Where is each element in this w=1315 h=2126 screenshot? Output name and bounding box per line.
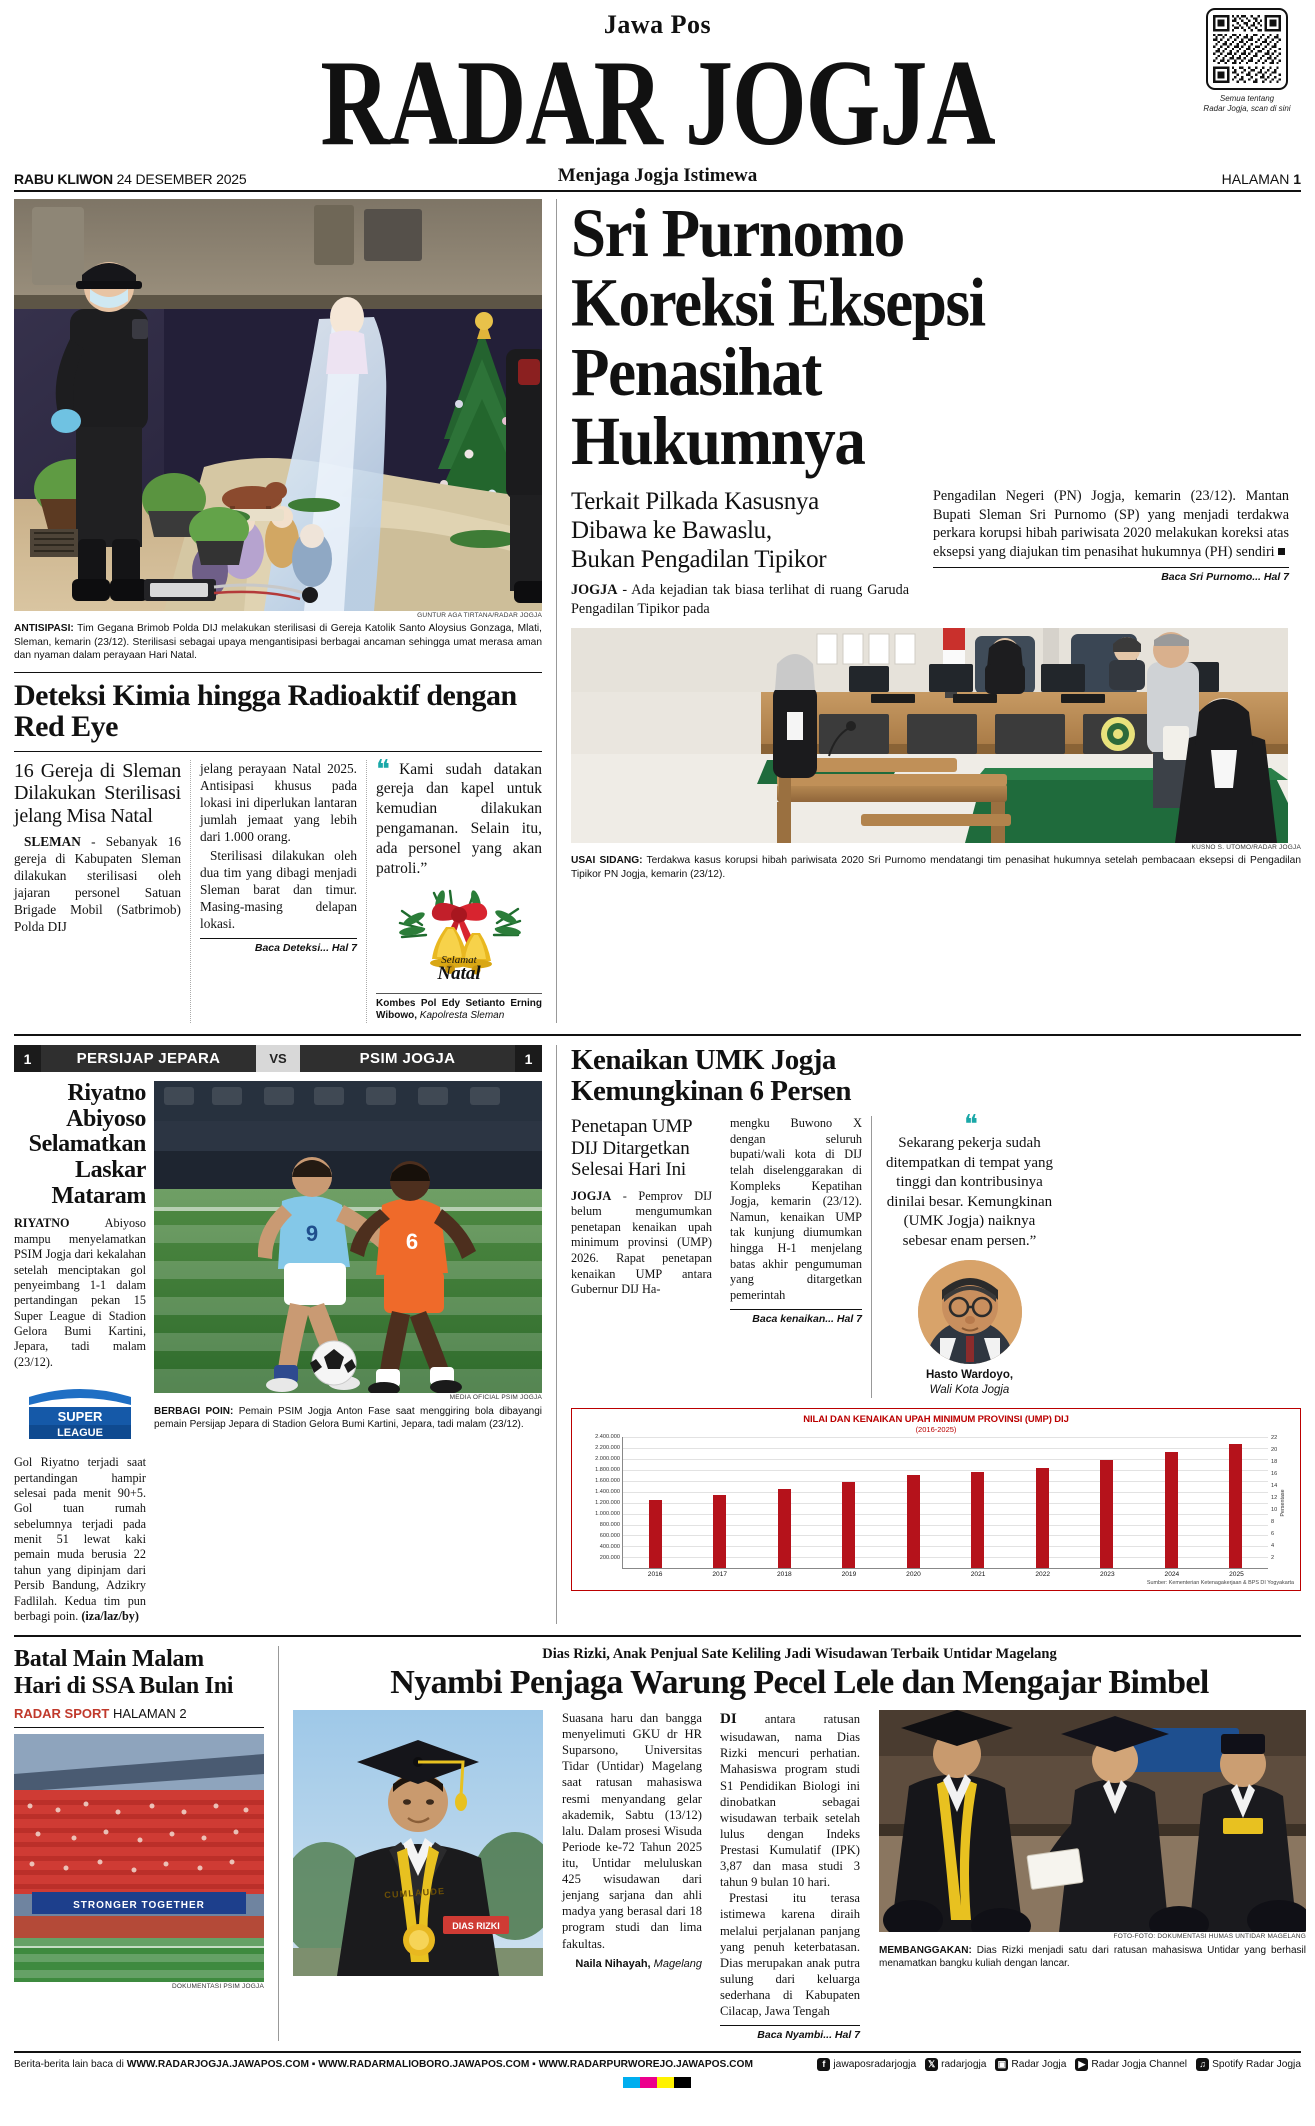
- umk-body-1-text: - Pemprov DIJ belum mengumumkan penetapan kenaikan upah minimum provinsi (UMP) 2026. Rapat penetapan kenaikan UMP antara Gubernur DIJ Ha-: [571, 1188, 712, 1297]
- byline-name: Naila Nihayah,: [575, 1957, 651, 1970]
- bottom-body-1: [562, 1710, 702, 1952]
- main-headline-line-4: Hukumnya: [571, 402, 865, 480]
- dateline: SLEMAN: [24, 834, 81, 850]
- qr-code-block[interactable]: [1199, 8, 1295, 114]
- main-deck-line-3: Bukan Pengadilan Tipikor: [571, 546, 827, 574]
- chart-ytick: 400.000: [599, 1544, 620, 1551]
- footer-social-handle: radarjogja: [941, 2059, 987, 2071]
- sports-lead: RIYATNO: [14, 1216, 70, 1231]
- sports-photo-caption: [154, 1405, 542, 1431]
- quote-mark-icon: ❝: [964, 1110, 975, 1140]
- chart-bar: [713, 1495, 726, 1568]
- sports-body-2: [14, 1455, 146, 1624]
- footer-social-handle: Spotify Radar Jogja: [1212, 2059, 1301, 2071]
- bottom-left-headline-line-1: Batal Main Malam: [14, 1646, 204, 1673]
- middle-section: [14, 1034, 1301, 1624]
- chart-xtick: 2018: [776, 1571, 792, 1579]
- church-subhead: 16 Gereja di Sleman Dilakukan Sterilisasi jelang Misa Natal: [14, 759, 181, 827]
- chart-xtick: 2024: [1164, 1571, 1180, 1579]
- masthead: [14, 0, 1301, 187]
- main-headline[interactable]: [571, 194, 1301, 480]
- section-name: RADAR SPORT: [14, 1706, 110, 1722]
- facebook-icon: f: [817, 2058, 830, 2071]
- court-caption-lead: USAI SIDANG:: [571, 855, 643, 867]
- umk-deck-line-2: DIJ Ditargetkan: [571, 1137, 690, 1159]
- chart-xtick: 2016: [647, 1571, 663, 1579]
- quote-mark-icon: ❝: [376, 754, 387, 784]
- umk-story: [556, 1045, 1301, 1624]
- instagram-icon: ▣: [995, 2058, 1008, 2071]
- date-rest: 24 DESEMBER 2025: [112, 171, 247, 188]
- main-story-col-left: [571, 487, 921, 618]
- church-columns: [14, 754, 543, 1024]
- chart-xtick: 2020: [906, 1571, 921, 1579]
- bottom-body-2-para: [720, 1710, 860, 1890]
- cmyk-cyan: [623, 2077, 640, 2088]
- church-photo: [14, 199, 542, 611]
- footer-social-item[interactable]: [1075, 2058, 1187, 2071]
- chart-y2tick: 18: [1271, 1458, 1278, 1465]
- sports-body-2-text: Gol Riyatno terjadi saat pertandingan hampir selesai pada menit 90+5. Gol tuan rumah sebelumnya terjadi pada menit 51 lewat kaki pemain muda berusia 22 tahun yang dipinjam dari Persib Bandung, Adzikry Fadlilah. Kedua tim pun berbagi poin.: [14, 1455, 146, 1623]
- league-logo-text-1: SUPER: [57, 1409, 103, 1425]
- chart-xtick: 2017: [712, 1571, 728, 1579]
- chart-y-axis-left: [578, 1434, 622, 1569]
- chart-y2tick: 8: [1271, 1518, 1275, 1525]
- church-para-1-text: - Sebanyak 16 gereja di Kabupaten Sleman dilakukan sterilisasi oleh jajaran personel Satuan Brigade Mobil (Satbrimob) Polda DIJ: [14, 834, 181, 935]
- chart-title: NILAI DAN KENAIKAN UPAH MINIMUM PROVINSI (UMP) DIJ: [803, 1414, 1069, 1426]
- footer-social-links: [817, 2058, 1301, 2071]
- umk-quote-attribution: [883, 1368, 1056, 1398]
- sports-layout: [14, 1081, 542, 1624]
- super-league-logo: [14, 1379, 146, 1446]
- xmas-greeting-2: Natal: [436, 962, 481, 981]
- bottom-continued-link[interactable]: Baca Nyambi... Hal 7: [720, 2025, 860, 2041]
- main-body-right-text: Pengadilan Negeri (PN) Jogja, kemarin (23/12). Mantan Bupati Sleman Sri Purnomo (SP) yang menjadi terdakwa perkara korupsi hibah pariwisata 2020 melakukan koreksi atas eksepsi yang diajukan tim penasihat hukumnya (PH) sendiri: [933, 488, 1289, 560]
- church-continued-link[interactable]: Baca Deteksi... Hal 7: [200, 938, 357, 955]
- church-quote-attribution: [376, 993, 542, 1024]
- main-story-col-right: [921, 487, 1289, 618]
- umk-quote-mark-wrap: [883, 1110, 1056, 1140]
- chart-xtick: 2025: [1229, 1571, 1244, 1579]
- sports-photo-credit: MEDIA OFICIAL PSIM JOGJA: [449, 1394, 542, 1402]
- bottom-left-headline[interactable]: [14, 1646, 264, 1699]
- umk-body-2-text: mengku Buwono X dengan seluruh bupati/wali kota di DIJ telah diselenggarakan di Kompleks Kepatihan Jogja, kemarin (23/12). Namun, kenaikan UMP tak kunjung diumumkan hingga H-1 menjelang batas akhir pengumuman yang ditargetkan pemerintah: [730, 1116, 862, 1302]
- sports-credit: (iza/laz/by): [81, 1608, 139, 1623]
- cmyk-magenta: [640, 2077, 657, 2088]
- court-photo: [571, 628, 1301, 843]
- vs-label: VS: [256, 1045, 300, 1072]
- stadium-banner-text: STRONGER TOGETHER: [73, 1900, 205, 1912]
- chart-ytick: 1.400.000: [595, 1489, 620, 1496]
- section-page: HALAMAN 2: [109, 1706, 187, 1722]
- qr-caption-line1: Semua tentang: [1219, 94, 1275, 103]
- bottom-main-story: [278, 1646, 1306, 2041]
- chart-bar: [649, 1500, 662, 1568]
- sports-headline[interactable]: Riyatno Abiyoso Selamatkan Laskar Mataram: [28, 1080, 146, 1209]
- umk-dateline: JOGJA: [571, 1188, 612, 1203]
- chart-ytick: 600.000: [599, 1533, 620, 1540]
- main-deck-line-2: Dibawa ke Bawaslu,: [571, 517, 772, 545]
- avatar: [918, 1260, 1022, 1364]
- footer-wrap: [14, 2051, 1301, 2088]
- umk-deck: [571, 1116, 712, 1180]
- umk-deck-line-1: Penetapan UMP: [571, 1116, 693, 1138]
- bottom-headline[interactable]: Nyambi Penjaga Warung Pecel Lele dan Mengajar Bimbel: [390, 1664, 1209, 1702]
- footer-social-handle: Radar Jogja Channel: [1091, 2059, 1188, 2071]
- league-logo-text-2: LEAGUE: [57, 1427, 103, 1440]
- footer-social-item[interactable]: [817, 2058, 916, 2071]
- umk-who-role: Wali Kota Jogja: [929, 1384, 1010, 1397]
- church-pullquote: [376, 754, 543, 879]
- sports-story: [14, 1045, 542, 1624]
- church-col-2: [190, 760, 366, 1024]
- main-body-right: [933, 487, 1289, 561]
- chart-y2tick: 14: [1271, 1482, 1278, 1489]
- radar-sport-pointer[interactable]: [14, 1706, 264, 1728]
- footer-social-item[interactable]: [995, 2058, 1066, 2071]
- chart-xtick: 2023: [1099, 1571, 1115, 1579]
- qr-caption-line2: Radar Jogja, scan di sini: [1203, 104, 1291, 113]
- chart-ytick: 1.000.000: [595, 1511, 620, 1518]
- church-photo-caption: [14, 622, 542, 662]
- chart-ytick: 1.800.000: [595, 1467, 620, 1474]
- umk-pullquote: Sekarang pekerja sudah ditempatkan di tempat yang tinggi dan kontribusinya dinilai besar. Kemungkinan (UMK Jogja) naiknya sebesar enam persen.”: [885, 1135, 1054, 1249]
- main-story: [556, 194, 1302, 1023]
- graduate-photo: [293, 1710, 543, 1976]
- psim-jersey-number: 9: [305, 1221, 319, 1247]
- umk-headline-line-2: Kemungkinan 6 Persen: [571, 1075, 852, 1108]
- footer-sep-2: ▪: [529, 2059, 539, 2071]
- chart-y2tick: 20: [1271, 1446, 1278, 1453]
- church-para-3: Sterilisasi dilakukan oleh dua tim yang dibagi menjadi Sleman barat dan timur. Masing-masing delapan lokasi.: [200, 847, 357, 931]
- main-story-columns: [571, 487, 1301, 618]
- main-body-left: [571, 581, 909, 618]
- umk-headline-line-1: Kenaikan UMK Jogja: [571, 1044, 836, 1077]
- footer-site-2[interactable]: WWW.RADARMALIOBORO.JAWAPOS.COM: [318, 2059, 530, 2071]
- caption-lead: ANTISIPASI:: [14, 623, 74, 635]
- umk-col-1: [571, 1116, 721, 1398]
- chart-bar: [1229, 1444, 1242, 1568]
- chart-bar: [907, 1475, 920, 1568]
- ssa-stadium-photo: [14, 1734, 264, 1982]
- footer-social-handle: Radar Jogja: [1011, 2059, 1067, 2071]
- ceremony-photo-credit: FOTO-FOTO: DOKUMENTASI HUMAS UNTIDAR MAGELANG: [1113, 1933, 1306, 1941]
- chart-y2tick: 10: [1271, 1506, 1278, 1513]
- persijap-jersey-number: 6: [405, 1229, 419, 1255]
- home-team: PERSIJAP JEPARA: [41, 1045, 256, 1072]
- publisher-name: Jawa Pos: [603, 10, 712, 39]
- chart-subtitle: (2016-2025): [915, 1425, 957, 1435]
- main-headline-line-1: Sri Purnomo: [571, 194, 904, 272]
- chart-bar: [1100, 1460, 1113, 1568]
- bottom-body-3-text: Prestasi itu terasa istimewa karena diraih melalui perjalanan panjang yang penuh keterbatasan. Dias merupakan anak putra sulung dari keluarga sederhana di Kabupaten Cilacap, Jawa Tengah: [720, 1891, 860, 2019]
- chart-bar: [971, 1472, 984, 1568]
- sports-body-1-text: Abiyoso mampu menyelamatkan PSIM Jogja dari kekalahan setelah menciptakan gol penyeimbang 1-1 dalam pertandingan pekan 15 Super League di Stadion Gelora Bumi Kartini, Jepara, tadi malam (23/12).: [14, 1216, 146, 1369]
- match-scorebar: [14, 1045, 542, 1072]
- court-caption-text: Terdakwa kasus korupsi hibah pariwisata 2020 Sri Purnomo mendatangi tim penasihat hukumnya setelah pembacaan eksepsi di Pengadilan Tipikor PN Jogja, kemarin (23/12).: [571, 855, 1302, 880]
- cumlaude-sash-text: CUMLAUDE: [383, 1885, 446, 1901]
- attrib-role: Kapolresta Sleman: [417, 1010, 505, 1022]
- church-story: [14, 199, 542, 1023]
- ssa-photo-credit: DOKUMENTASI PSIM JOGJA: [171, 1983, 264, 1991]
- footer-site-1[interactable]: WWW.RADARJOGJA.JAWAPOS.COM: [126, 2059, 309, 2071]
- bottom-body-1-text: Suasana haru dan bangga menyelimuti GKU dr HR Suparsono, Universitas Tidar (Untidar) Magelang saat ratusan mahasiswa resmi menyandang gelar akademik, Sabtu (13/12) lalu. Dalam prosesi Wisuda Periode ke-72 Tahun 2025 itu, Untidar meluluskan 425 wisudawan dari jenjang sarjana dan ahli madya yang berasal dari 18 program studi dan lima fakultas.: [562, 1711, 702, 1951]
- church-para-1: [14, 833, 181, 935]
- cmyk-black: [674, 2077, 691, 2088]
- footer-sites: [14, 2059, 753, 2070]
- sports-photo: [154, 1081, 542, 1393]
- chart-ytick: 1.600.000: [595, 1478, 620, 1485]
- qr-code-icon[interactable]: [1206, 8, 1288, 90]
- sports-caption-lead: BERBAGI POIN:: [154, 1406, 234, 1418]
- chart-y2tick: 22: [1271, 1434, 1278, 1441]
- footer-site-3[interactable]: WWW.RADARPURWOREJO.JAWAPOS.COM: [538, 2059, 753, 2071]
- chart-bar: [778, 1489, 791, 1568]
- sports-body-1: [14, 1216, 146, 1370]
- page-number: 1: [1293, 171, 1301, 188]
- ceremony-photo-caption: [879, 1944, 1306, 1970]
- chart-y2tick: 2: [1271, 1554, 1275, 1561]
- sports-text-col: [14, 1081, 154, 1624]
- footer-lead: Berita-berita lain baca di: [14, 2059, 127, 2071]
- chart-xtick: 2022: [1035, 1571, 1051, 1579]
- chart-y2-label: Persentase: [1280, 1489, 1286, 1517]
- chart-ytick: 800.000: [599, 1522, 620, 1529]
- umk-deck-line-3: Selesai Hari Ini: [571, 1159, 686, 1181]
- footer-social-item[interactable]: [925, 2058, 986, 2071]
- chart-y2tick: 6: [1271, 1530, 1275, 1537]
- attrib-name: Kombes Pol Edy Setianto Erning Wibowo,: [376, 997, 542, 1022]
- chart-bar: [1036, 1468, 1049, 1568]
- away-team: PSIM JOGJA: [300, 1045, 515, 1072]
- spotify-icon: ♫: [1196, 2058, 1209, 2071]
- umk-body-1: [571, 1189, 712, 1298]
- umk-col-3: [871, 1110, 1056, 1398]
- graduate-nameplate: DIAS RIZKI: [452, 1921, 500, 1932]
- chart-y2tick: 16: [1271, 1470, 1278, 1477]
- away-score: 1: [515, 1045, 542, 1072]
- chart-y2tick: 4: [1271, 1542, 1275, 1549]
- qr-caption: [1199, 94, 1295, 114]
- umk-col-2: [721, 1116, 871, 1398]
- footer-social-item[interactable]: [1196, 2058, 1301, 2071]
- bottom-left-story: [14, 1646, 264, 2041]
- main-dateline: JOGJA: [571, 582, 618, 599]
- chart-ytick: 2.000.000: [595, 1456, 620, 1463]
- main-body-left-text: - Ada kejadian tak biasa terlihat di ruang Garuda Pengadilan Tipikor pada: [571, 582, 909, 617]
- christmas-graphic: [376, 885, 542, 985]
- bottom-byline: [562, 1958, 702, 1970]
- church-photo-credit: GUNTUR AGA TIRTANA/RADAR JOGJA: [417, 612, 542, 620]
- main-deck: [571, 487, 909, 574]
- newspaper-title: RADAR JOGJA: [320, 33, 995, 171]
- chart-ytick: 2.200.000: [595, 1445, 620, 1452]
- bottom-kicker: Dias Rizki, Anak Penjual Sate Keliling Jadi Wisudawan Terbaik Untidar Magelang: [542, 1646, 1057, 1663]
- bottom-col-3: [711, 1710, 869, 2041]
- church-headline[interactable]: Deteksi Kimia hingga Radioaktif dengan Red Eye: [14, 672, 542, 752]
- main-continued-link[interactable]: Baca Sri Purnomo... Hal 7: [933, 567, 1289, 583]
- bottom-drop-cap: DI: [720, 1711, 737, 1728]
- bottom-body-2: [720, 1710, 860, 2019]
- cmyk-yellow: [657, 2077, 674, 2088]
- ceremony-caption-text: Dias Rizki menjadi satu dari ratusan mahasiswa Untidar yang berhasil menamatkan bangku kuliah dengan lancar.: [879, 1945, 1306, 1970]
- chart-y-axis-right: [1268, 1434, 1294, 1569]
- church-para-2: jelang perayaan Natal 2025. Antisipasi khusus pada lokasi ini diperlukan lantaran jumlah jemaat yang lebih dari 1.000 orang.: [200, 760, 357, 844]
- chart-bar: [842, 1482, 855, 1568]
- main-headline-line-3: Penasihat: [571, 333, 821, 411]
- ceremony-photo-col: [869, 1710, 1306, 2041]
- court-photo-block: [571, 628, 1301, 881]
- church-pullquote-text: Kami sudah datakan gereja dan kapel untuk kemudian dilakukan pengamanan. Selain itu, ada personel yang akan patroli.”: [376, 760, 543, 877]
- ceremony-caption-lead: MEMBANGGAKAN:: [879, 1945, 972, 1957]
- chart-source: Sumber: Kementerian Ketenagakerjaan & BPS DI Yogyakarta: [1146, 1580, 1294, 1587]
- sports-caption-text: Pemain PSIM Jogja Anton Fase saat menggiring bola dibayangi pemain Persijap Jepara di Stadion Gelora Bumi Kartini, Jepara, tadi malam (23/12).: [154, 1406, 543, 1431]
- umk-chart: [571, 1408, 1301, 1591]
- bottom-body-2-text: antara ratusan wisudawan, nama Dias Rizki mencuri perhatian. Mahasiswa program studi S1 Pendidikan Biologi ini dinobatkan sebagai wisudawan terbaik setelah lulus dengan Indeks Prestasi Kumulatif (IPK) 3,87 dan masa studi 3 tahun 9 bulan 10 hari.: [720, 1712, 860, 1890]
- bottom-col-2: [553, 1710, 711, 2041]
- home-score: 1: [14, 1045, 41, 1072]
- bottom-left-headline-line-2: Hari di SSA Bulan Ini: [14, 1672, 234, 1699]
- chart-xtick: 2019: [841, 1571, 857, 1579]
- chart-y2tick: 12: [1271, 1494, 1278, 1501]
- chart-bar: [1165, 1452, 1178, 1568]
- umk-headline[interactable]: [571, 1045, 1301, 1107]
- sports-photo-col: [154, 1081, 542, 1624]
- chart-xtick: 2021: [970, 1571, 986, 1579]
- footer-social-handle: jawaposradarjogja: [833, 2059, 917, 2071]
- ceremony-photo: [879, 1710, 1306, 1932]
- xmas-greeting-1: Selamat: [440, 953, 477, 966]
- main-deck-line-1: Terkait Pilkada Kasusnya: [571, 488, 819, 516]
- umk-who-name: Hasto Wardoyo,: [925, 1369, 1014, 1382]
- tagline: Menjaga Jogja Istimewa: [557, 165, 758, 187]
- chart-ytick: 2.400.000: [595, 1434, 620, 1441]
- umk-continued-link[interactable]: Baca kenaikan... Hal 7: [730, 1309, 862, 1325]
- church-col-3: [366, 754, 543, 1024]
- top-section: [14, 194, 1302, 1023]
- court-photo-credit: KUSNO S. UTOMO/RADAR JOGJA: [1191, 844, 1301, 852]
- chart-x-axis: [622, 1571, 1268, 1578]
- chart-gridline: [623, 1448, 1268, 1449]
- end-mark-icon: [1278, 548, 1285, 555]
- page-label: HALAMAN: [1221, 171, 1294, 188]
- church-col-1: [14, 760, 190, 1024]
- caption-text: Tim Gegana Brimob Polda DIJ melakukan sterilisasi di Gereja Katolik Santo Aloysius Gonzaga, Mlati, Sleman, kemarin (23/12). Sterilisasi sebagai upaya mengantisipasi berbagai ancaman sehingga umat merasa aman dan nyaman dalam perayaan Hari Natal.: [14, 623, 542, 662]
- chart-ytick: 200.000: [599, 1555, 620, 1562]
- bottom-section: [14, 1635, 1306, 2042]
- byline-place: Magelang: [650, 1957, 702, 1970]
- main-headline-line-2: Koreksi Eksepsi: [571, 264, 985, 342]
- chart-plot-area: [578, 1434, 1294, 1569]
- youtube-icon: ▶: [1075, 2058, 1088, 2071]
- court-photo-caption: [571, 854, 1301, 881]
- footer-sep-1: ▪: [308, 2059, 319, 2071]
- cmyk-registration-marks: [623, 2077, 693, 2088]
- date-day: RABU KLIWON: [14, 171, 113, 188]
- bottom-columns: [293, 1710, 1306, 2041]
- chart-bars: [622, 1437, 1268, 1569]
- chart-gridline: [623, 1437, 1268, 1438]
- twitter-icon: 𝕏: [925, 2058, 938, 2071]
- umk-body-2: [730, 1116, 862, 1303]
- graduate-photo-col: [293, 1710, 553, 2041]
- umk-columns: [571, 1110, 1301, 1398]
- chart-ytick: 1.200.000: [595, 1500, 620, 1507]
- footer: [14, 2051, 1301, 2071]
